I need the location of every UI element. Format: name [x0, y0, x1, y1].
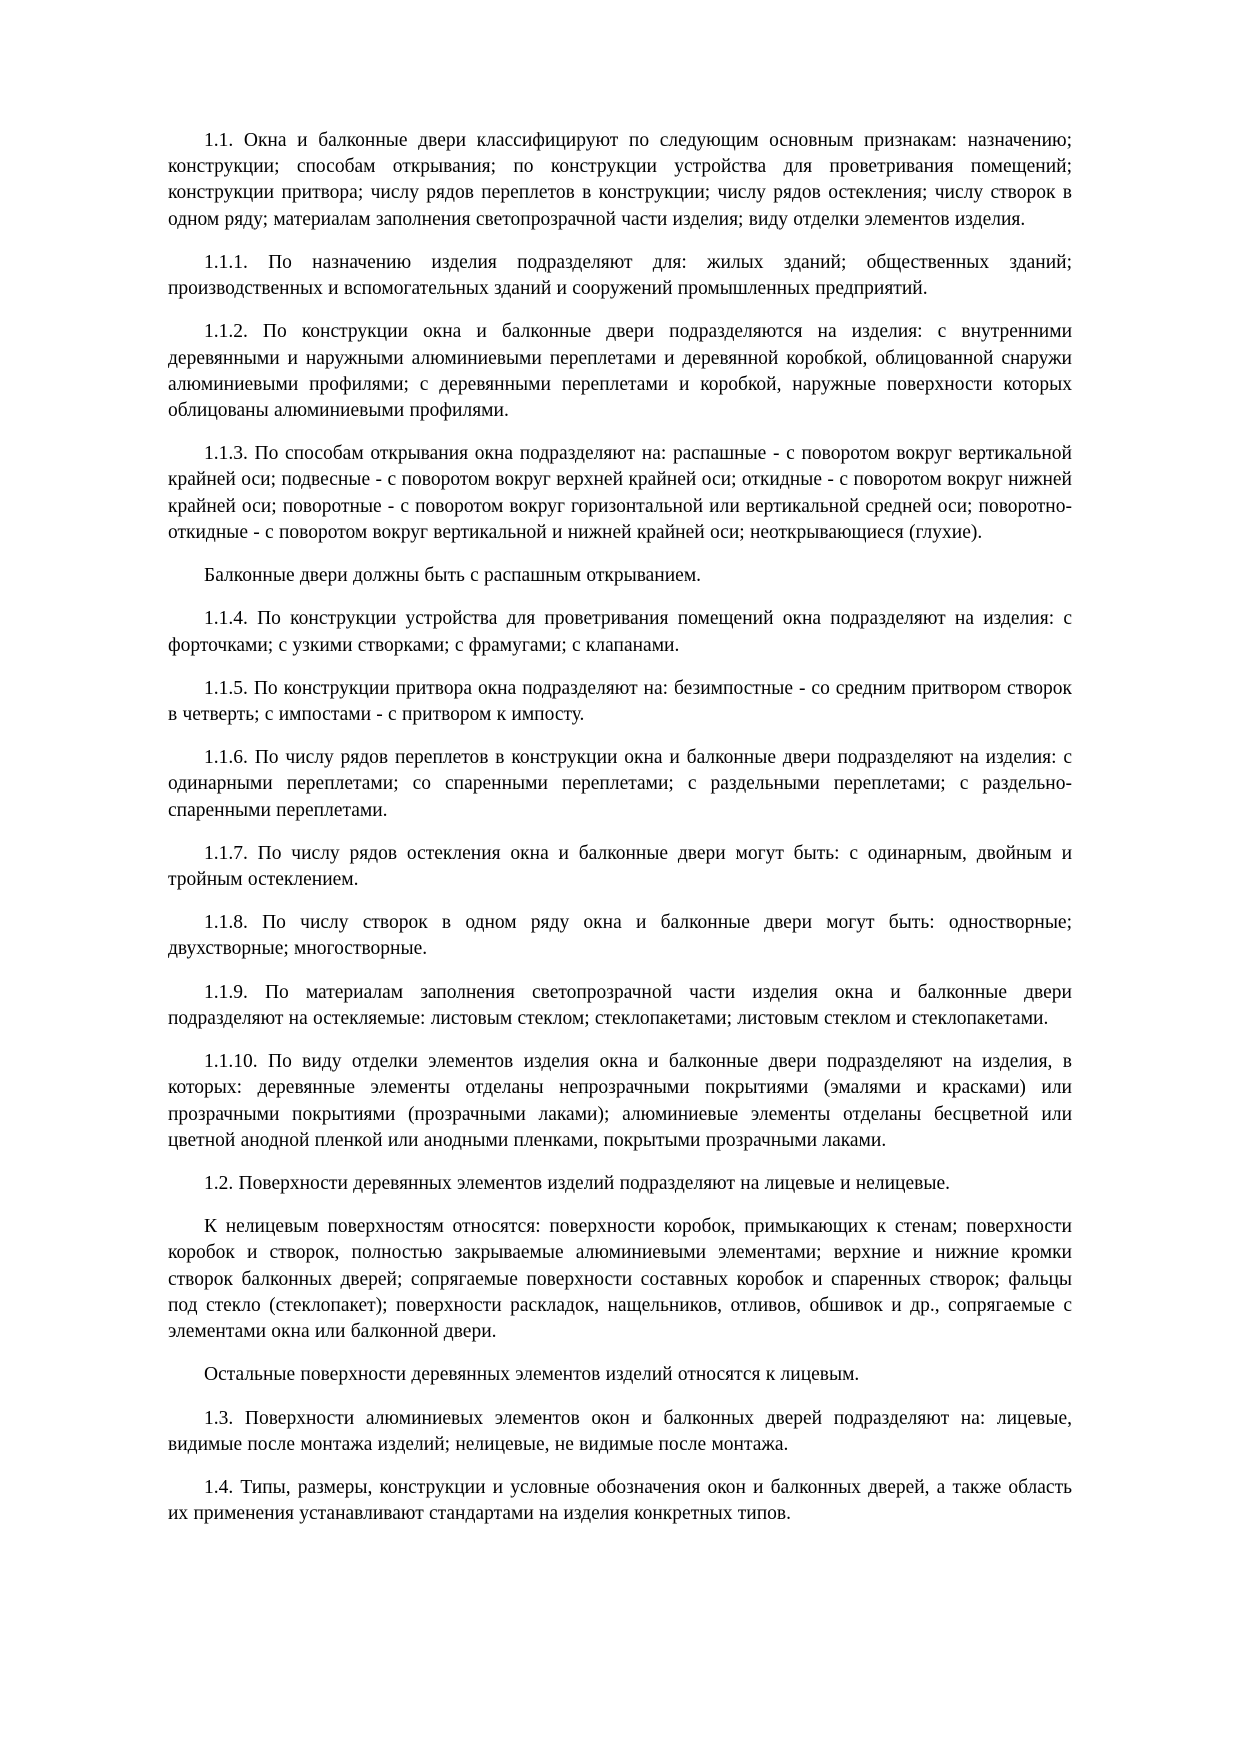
paragraph-1-1-10: 1.1.10. По виду отделки элементов изделия окна и балконные двери подразделяют на изделия, в которых: деревянные элементы отделаны непрозрачными покрытиями (эмалями и красками) или прозрачными покрытиями (прозрачными лаками); алюминиевые элементы отделаны бесцветной или цветной анодной пленкой или анодными пленками, покрытыми прозрачными лаками.	[168, 1051, 1072, 1151]
paragraph-1-4: 1.4. Типы, размеры, конструкции и условные обозначения окон и балконных дверей, а также область их применения устанавливают стандартами на изделия конкретных типов.	[168, 1476, 1072, 1525]
paragraph-1-1: 1.1. Окна и балконные двери классифицируют по следующим основным признакам: назначению; конструкции; способам открывания; по конструкции устройства для проветривания помещений; конструкции притвора; числу рядов переплетов в конструкции; числу рядов остекления; числу створок в одном ряду; материалам заполнения светопрозрачной части изделия; виду отделки элементов изделия.	[168, 130, 1072, 230]
paragraph-non-facial-surfaces: К нелицевым поверхностям относятся: поверхности коробок, примыкающих к стенам; поверхности коробок и створок, полностью закрываемые алюминиевыми элементами; верхние и нижние кромки створок балконных дверей; сопрягаемые поверхности составных коробок и спаренных створок; фальцы под стекло (стеклопакет); поверхности раскладок, нащельников, отливов, обшивок и др., сопрягаемые с элементами окна или балконной двери.	[168, 1216, 1072, 1343]
paragraph-1-1-8: 1.1.8. По числу створок в одном ряду окна и балконные двери могут быть: одностворные; двухстворные; многостворные.	[168, 912, 1072, 960]
paragraph-balcony-doors-note: Балконные двери должны быть с распашным открыванием.	[204, 565, 702, 587]
paragraph-1-1-1: 1.1.1. По назначению изделия подразделяют для: жилых зданий; общественных зданий; производственных и вспомогательных зданий и сооружений промышленных предприятий.	[168, 251, 1072, 300]
paragraph-1-1-5: 1.1.5. По конструкции притвора окна подразделяют на: безимпостные - со средним притвором створок в четверть; с импостами - с притвором к импосту.	[168, 677, 1072, 725]
paragraph-remaining-surfaces: Остальные поверхности деревянных элементов изделий относятся к лицевым.	[204, 1364, 860, 1386]
paragraph-1-1-9: 1.1.9. По материалам заполнения светопрозрачной части изделия окна и балконные двери подразделяют на остекляемые: листовым стеклом; стеклопакетами; листовым стеклом и стеклопакетами.	[168, 981, 1072, 1029]
paragraph-1-1-3: 1.1.3. По способам открывания окна подразделяют на: распашные - с поворотом вокруг вертикальной крайней оси; подвесные - с поворотом вокруг верхней крайней оси; откидные - с поворотом вокруг нижней крайней оси; поворотные - с поворотом вокруг горизонтальной или вертикальной средней оси; поворотно-откидные - с поворотом вокруг вертикальной и нижней крайней оси; неоткрывающиеся (глухие).	[168, 443, 1072, 543]
paragraph-1-1-4: 1.1.4. По конструкции устройства для проветривания помещений окна подразделяют на изделия: с форточками; с узкими створками; с фрамугами; с клапанами.	[168, 608, 1072, 656]
paragraph-1-1-6: 1.1.6. По числу рядов переплетов в конструкции окна и балконные двери подразделяют на изделия: с одинарными переплетами; со спаренными переплетами; с раздельными переплетами; с раздельно-спаренными переплетами.	[168, 747, 1072, 821]
paragraph-1-2: 1.2. Поверхности деревянных элементов изделий подразделяют на лицевые и нелицевые.	[204, 1173, 950, 1194]
paragraph-1-3: 1.3. Поверхности алюминиевых элементов окон и балконных дверей подразделяют на: лицевые, видимые после монтажа изделий; нелицевые, не видимые после монтажа.	[168, 1407, 1072, 1455]
paragraph-1-1-2: 1.1.2. По конструкции окна и балконные двери подразделяются на изделия: с внутренними деревянными и наружными алюминиевыми переплетами и деревянной коробкой, облицованной снаружи алюминиевыми профилями; с деревянными переплетами и коробкой, наружные поверхности которых облицованы алюминиевыми профилями.	[168, 321, 1072, 421]
document-body	[168, 128, 1072, 1527]
paragraph-1-1-7: 1.1.7. По числу рядов остекления окна и балконные двери могут быть: с одинарным, двойным и тройным остеклением.	[168, 842, 1072, 891]
